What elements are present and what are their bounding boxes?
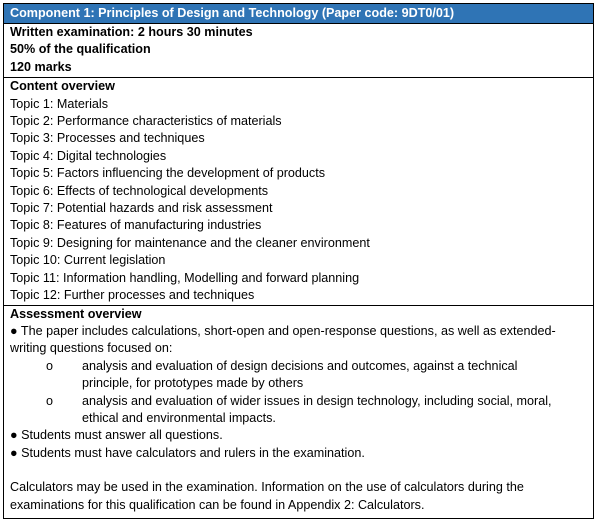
topic-item: Topic 10: Current legislation	[10, 253, 166, 268]
assessment-overview-heading: Assessment overview	[10, 306, 142, 321]
topic-item: Topic 5: Factors influencing the development of products	[10, 166, 326, 181]
exam-info-row	[4, 23, 593, 77]
assessment-bullet	[10, 427, 587, 444]
topic-item: Topic 4: Digital technologies	[10, 148, 167, 163]
topic-item: Topic 9: Designing for maintenance and the cleaner environment	[10, 235, 370, 250]
topic-item: Topic 1: Materials	[10, 96, 108, 111]
assessment-sub-item	[10, 393, 587, 428]
sub-item-text: analysis and evaluation of design decisions and outcomes, against a technical principle, for prototypes made by others	[82, 358, 518, 391]
bullet-icon: ●	[10, 428, 18, 443]
topic-item: Topic 7: Potential hazards and risk assessment	[10, 201, 273, 216]
bullet-text: Students must have calculators and rulers in the examination.	[21, 445, 365, 460]
bullet-icon: ●	[10, 323, 18, 338]
component-title-row	[4, 4, 593, 23]
topic-item: Topic 2: Performance characteristics of materials	[10, 114, 282, 129]
sub-item-text: analysis and evaluation of wider issues in design technology, including social, moral, ethical and environmental impacts.	[82, 393, 552, 425]
exam-weighting: 50% of the qualification	[10, 42, 151, 57]
sub-bullet-icon: o	[46, 393, 54, 408]
bullet-text: Students must answer all questions.	[21, 428, 223, 443]
content-overview-heading: Content overview	[10, 79, 115, 94]
assessment-sub-item	[10, 358, 587, 393]
topic-item: Topic 6: Effects of technological developments	[10, 183, 269, 198]
sub-bullet-icon: o	[46, 358, 54, 373]
component-title: Component 1: Principles of Design and Technology (Paper code: 9DT0/01)	[10, 6, 455, 20]
calculator-note: Calculators may be used in the examination. Information on the use of calculators during the examinations for this qualification can be found in Appendix 2: Calculators.	[10, 480, 524, 512]
exam-marks: 120 marks	[10, 59, 72, 74]
topic-item: Topic 3: Processes and techniques	[10, 131, 205, 146]
assessment-bullet	[10, 445, 587, 462]
assessment-bullet	[10, 323, 587, 358]
assessment-overview-row	[4, 305, 593, 518]
bullet-icon: ●	[10, 445, 18, 460]
exam-duration: Written examination: 2 hours 30 minutes	[10, 25, 253, 39]
topic-item: Topic 8: Features of manufacturing industries	[10, 218, 262, 233]
topic-item: Topic 11: Information handling, Modelling and forward planning	[10, 270, 360, 285]
spacer	[10, 462, 587, 479]
content-overview-row	[4, 77, 593, 304]
topic-item: Topic 12: Further processes and techniques	[10, 288, 255, 303]
bullet-text: The paper includes calculations, short-open and open-response questions, as well as extended-writing questions focused on:	[10, 323, 556, 356]
component-spec-table	[3, 3, 594, 519]
